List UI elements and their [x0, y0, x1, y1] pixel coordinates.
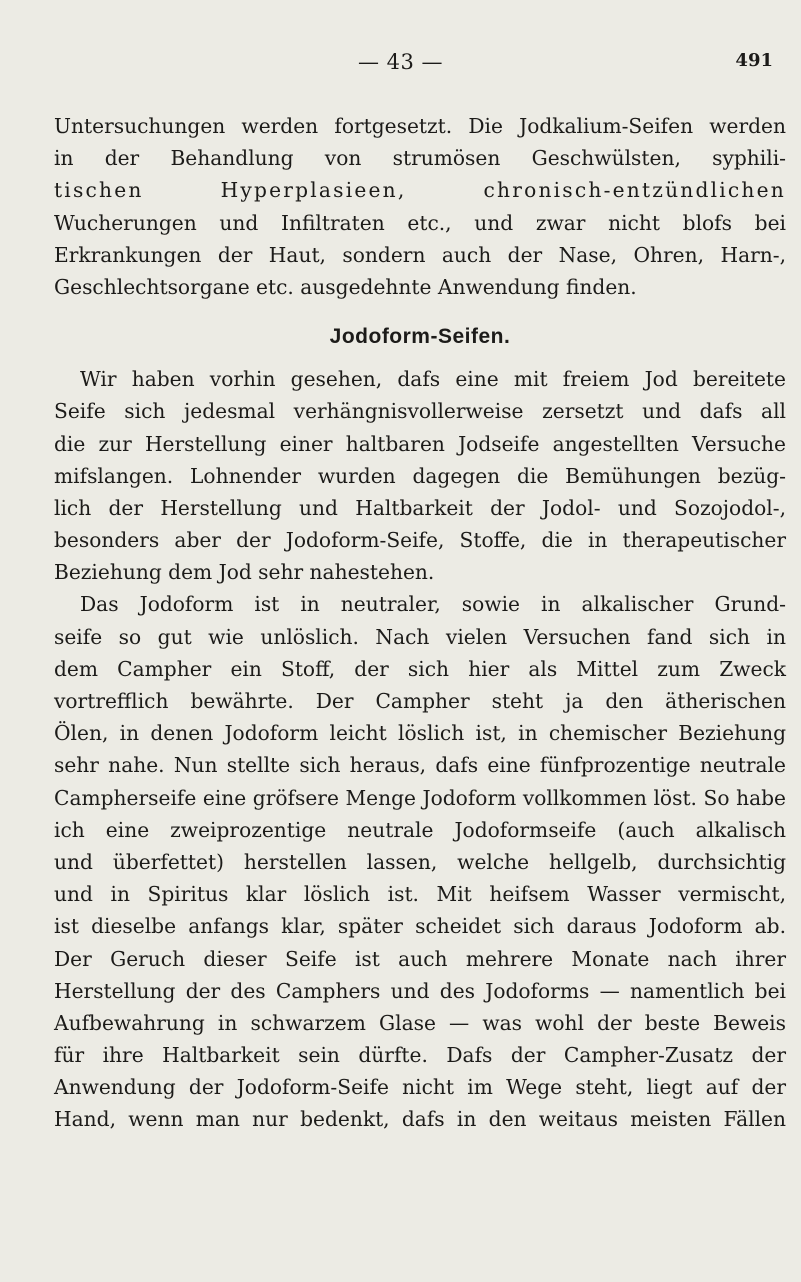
- text-line: Herstellung der des Camphers und des Jodoforms — namentlich bei: [54, 978, 786, 1003]
- text-line: tischen Hyperplasieen, chronisch-entzündlichen: [54, 178, 786, 203]
- text-line: vortrefflich bewährte. Der Campher steht ja den ätherischen: [54, 689, 786, 713]
- text-line: ist dieselbe anfangs klar, später scheidet sich daraus Jodoform ab.: [54, 914, 786, 939]
- text-line: mifslangen. Lohnender wurden dagegen die Bemühungen bezüg-: [54, 463, 786, 488]
- text-line: Untersuchungen werden fortgesetzt. Die Jodkalium-Seifen werden: [54, 114, 786, 138]
- text-line: seife so gut wie unlöslich. Nach vielen Versuchen fand sich in: [54, 624, 786, 649]
- paragraph-jodoform: [54, 588, 786, 1135]
- text-line: Das Jodoform ist in neutraler, sowie in alkalischer Grund-: [80, 592, 786, 617]
- body-text: [54, 110, 786, 1136]
- text-line: Der Geruch dieser Seife ist auch mehrere Monate nach ihrer: [54, 946, 786, 971]
- text-line: Erkrankungen der Haut, sondern auch der Nase, Ohren, Harn-,: [54, 242, 786, 267]
- text-line: ich eine zweiprozentige neutrale Jodoformseife (auch alkalisch: [54, 817, 786, 842]
- text-line: Anwendung der Jodoform-Seife nicht im Wege steht, liegt auf der: [54, 1075, 786, 1100]
- text-line: die zur Herstellung einer haltbaren Jodseife angestellten Versuche: [54, 431, 786, 456]
- text-line: und überfettet) herstellen lassen, welche hellgelb, durchsichtig: [54, 849, 786, 874]
- text-line: Hand, wenn man nur bedenkt, dafs in den weitaus meisten Fällen: [54, 1107, 786, 1132]
- leaf-number: 491: [735, 50, 773, 71]
- text-line: Wir haben vorhin gesehen, dafs eine mit freiem Jod bereitete: [80, 367, 786, 392]
- text-line-content: in der Behandlung von strumösen Geschwülsten, syphili-: [54, 146, 786, 171]
- text-line: besonders aber der Jodoform-Seife, Stoffe, die in therapeutischer: [54, 528, 786, 553]
- text-line: [54, 142, 786, 174]
- text-line: dem Campher ein Stoff, der sich hier als Mittel zum Zweck: [54, 656, 786, 681]
- text-line: Ölen, in denen Jodoform leicht löslich ist, in chemischer Beziehung: [54, 721, 786, 746]
- text-line: Seife sich jedesmal verhängnisvollerweise zersetzt und dafs all: [54, 399, 786, 424]
- text-line: sehr nahe. Nun stellte sich heraus, dafs eine fünfprozentige neutrale: [54, 753, 786, 778]
- text-line: Campherseife eine gröfsere Menge Jodoform vollkommen löst. So habe: [54, 785, 786, 810]
- text-line: Beziehung dem Jod sehr nahestehen.: [54, 560, 435, 585]
- section-heading: Jodoform-Seifen.: [329, 325, 511, 349]
- page-header: [0, 50, 801, 80]
- text-line: und in Spiritus klar löslich ist. Mit heifsem Wasser vermischt,: [54, 882, 786, 907]
- text-line: Wucherungen und Infiltraten etc., und zwar nicht blofs bei: [54, 210, 786, 235]
- paragraph-jodkalium: [54, 110, 786, 303]
- text-line: Aufbewahrung in schwarzem Glase — was wohl der beste Beweis: [54, 1010, 786, 1035]
- text-line: für ihre Haltbarkeit sein dürfte. Dafs der Campher-Zusatz der: [54, 1043, 786, 1068]
- paragraph-intro: [54, 363, 786, 588]
- page-number: — 43 —: [357, 50, 444, 74]
- text-line: Geschlechtsorgane etc. ausgedehnte Anwendung finden.: [54, 274, 637, 299]
- text-line: lich der Herstellung und Haltbarkeit der Jodol- und Sozojodol-,: [54, 495, 786, 520]
